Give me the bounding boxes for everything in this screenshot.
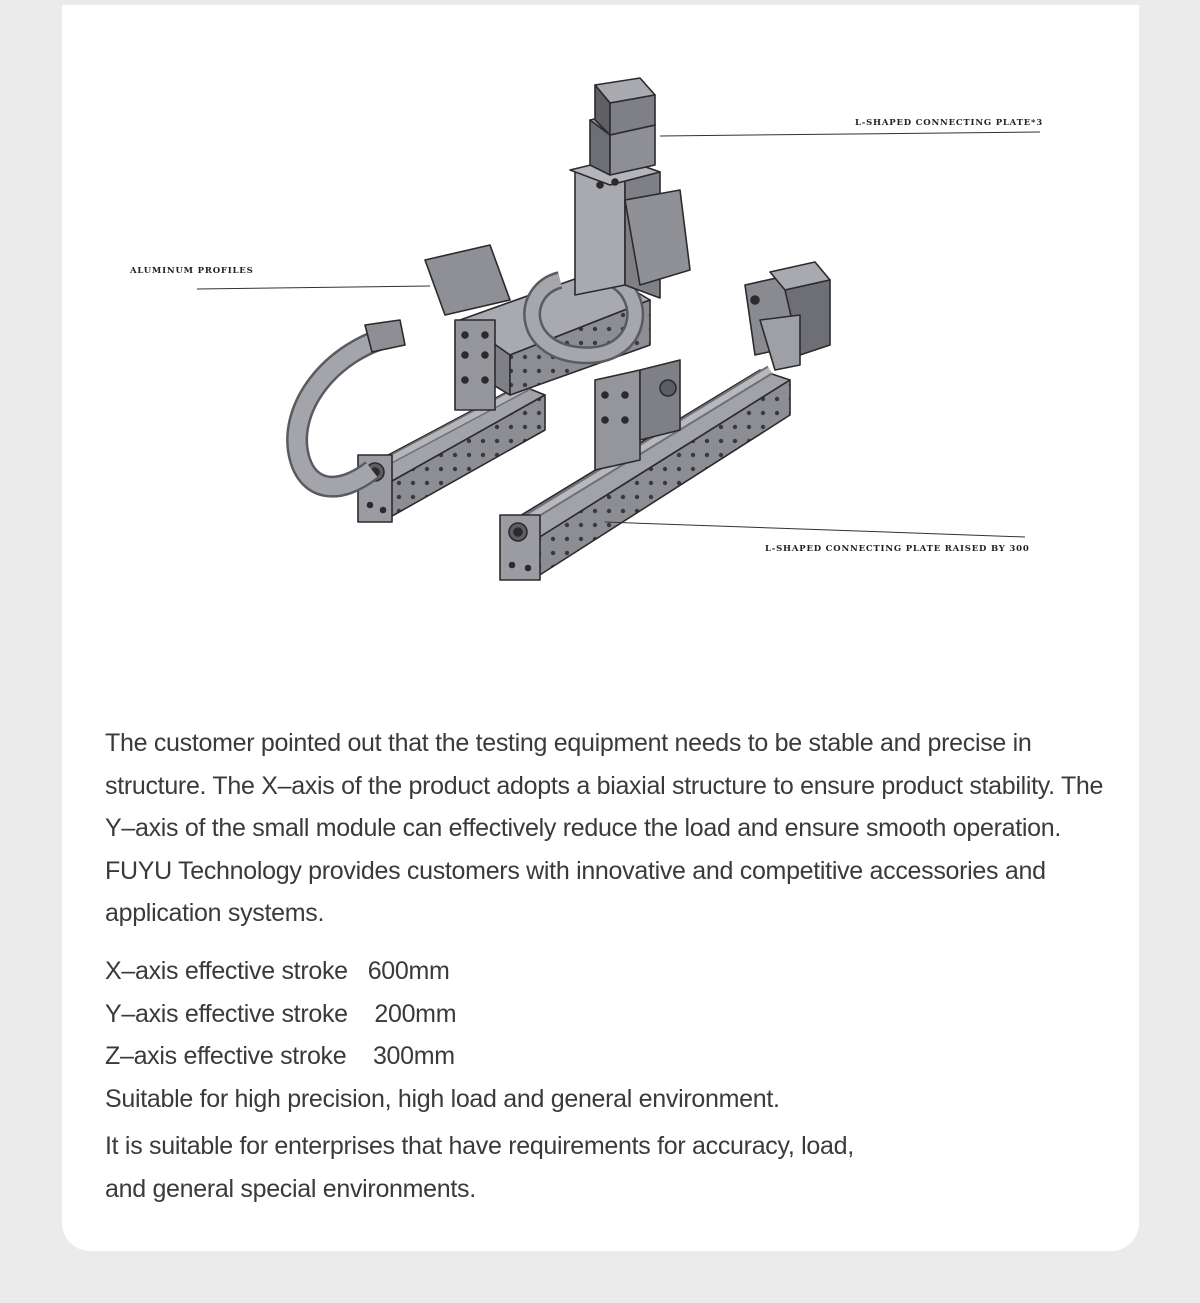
z-axis-column	[570, 78, 690, 298]
spec-value: 600mm	[367, 957, 450, 985]
spec-value: 300mm	[372, 1042, 455, 1070]
description-paragraph: The customer pointed out that the testing equipment needs to be stable and precise in structure. The X–axis of the product adopts a biaxial structure to ensure product stability. The Y–axis of the small module can effectively reduce the load and ensure smooth operation. FUYU Technology provides customers with innovative and competitive accessories and application systems.	[105, 729, 1104, 927]
spec-label: X–axis effective stroke	[105, 957, 348, 985]
spec-row-y	[105, 993, 1125, 1036]
spec-row-x	[105, 950, 1125, 993]
spec-row-z	[105, 1035, 1125, 1078]
label-l-shaped-plate: L-SHAPED CONNECTING PLATE*3	[855, 118, 1043, 128]
x-axis-motor	[745, 262, 830, 370]
spec-value: 200mm	[374, 999, 457, 1028]
left-x-rail	[358, 385, 545, 522]
spec-label: Y–axis effective stroke	[105, 999, 348, 1028]
label-l-plate-raised: L-SHAPED CONNECTING PLATE RAISED BY 300	[765, 544, 1030, 554]
enterprise-note: It is suitable for enterprises that have requirements for accuracy, load, and general special environments.	[105, 1132, 854, 1203]
spec-list	[105, 950, 1125, 1120]
label-aluminum-profiles: ALUMINUM PROFILES	[130, 266, 254, 276]
suitability-line: Suitable for high precision, high load and general environment.	[105, 1084, 780, 1113]
spec-label: Z–axis effective stroke	[105, 1042, 347, 1070]
